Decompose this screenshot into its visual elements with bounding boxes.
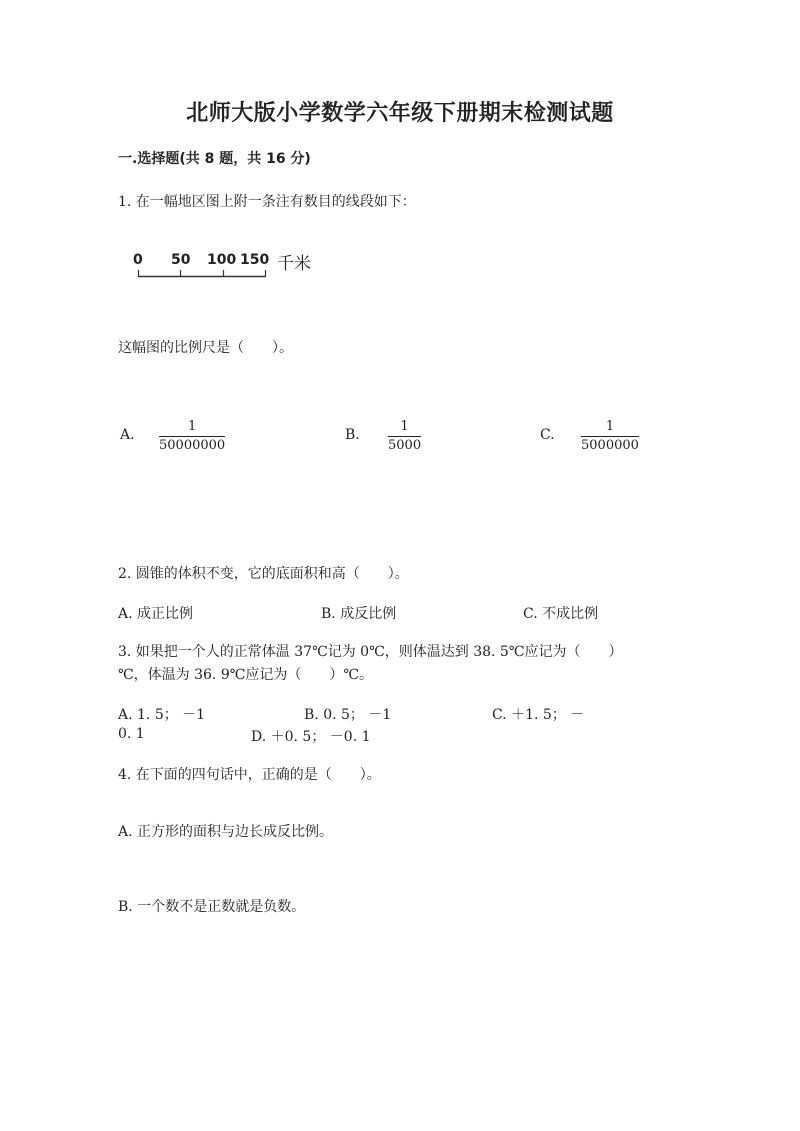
question-2-option-a: A. 成正比例 (118, 606, 194, 622)
option-b-numerator: 1 (400, 419, 409, 434)
question-3-option-c-continued: 0. 1 (118, 726, 145, 742)
question-3-line-2: ℃，体温为 36. 9℃应记为（ ）℃。 (118, 667, 374, 683)
option-c-fraction (581, 419, 639, 454)
option-c-numerator: 1 (605, 419, 615, 434)
question-2-option-b: B. 成反比例 (321, 606, 397, 622)
option-a-numerator: 1 (187, 419, 197, 434)
option-a-denominator: 50000000 (159, 438, 226, 453)
scale-bar (130, 248, 330, 288)
option-c-letter: C. (540, 427, 555, 443)
question-4-option-b: B. 一个数不是正数就是负数。 (118, 899, 306, 915)
fraction-bar (388, 436, 421, 437)
scale-label-0: 0 (133, 252, 143, 268)
question-2-option-c: C. 不成比例 (523, 606, 599, 622)
question-3-option-c: C. ＋1. 5； － (492, 707, 585, 723)
question-4-option-a: A. 正方形的面积与边长成反比例。 (118, 824, 334, 840)
page-title: 北师大版小学数学六年级下册期末检测试题 (186, 101, 614, 126)
section-heading: 一.选择题(共 8 题，共 16 分) (118, 151, 311, 167)
option-c-denominator: 5000000 (581, 438, 639, 453)
scale-unit: 千米 (277, 254, 311, 274)
option-b-fraction (388, 419, 421, 454)
question-1-prompt: 这幅图的比例尺是（ ）。 (118, 340, 293, 356)
fraction-bar (159, 436, 225, 437)
question-3-option-b: B. 0. 5； －1 (304, 707, 392, 723)
scale-label-150: 150 (240, 252, 270, 268)
question-3-option-d: D. ＋0. 5； －0. 1 (251, 729, 371, 745)
option-b-letter: B. (345, 427, 360, 443)
question-1-stem: 1. 在一幅地区图上附一条注有数目的线段如下： (118, 194, 416, 210)
option-a-letter: A. (120, 427, 135, 443)
question-3-option-a: A. 1. 5； －1 (118, 707, 206, 723)
fraction-bar (581, 436, 639, 437)
scale-line-graphic (130, 248, 330, 288)
question-2-stem: 2. 圆锥的体积不变，它的底面积和高（ ）。 (118, 566, 409, 582)
scale-label-100: 100 (207, 252, 237, 268)
scale-label-50: 50 (171, 252, 191, 268)
option-a-fraction (159, 419, 225, 454)
option-b-denominator: 5000 (388, 438, 422, 453)
question-4-stem: 4. 在下面的四句话中，正确的是（ ）。 (118, 767, 381, 783)
question-3-line-1: 3. 如果把一个人的正常体温 37℃记为 0℃，则体温达到 38. 5℃应记为（ ） (118, 644, 623, 660)
